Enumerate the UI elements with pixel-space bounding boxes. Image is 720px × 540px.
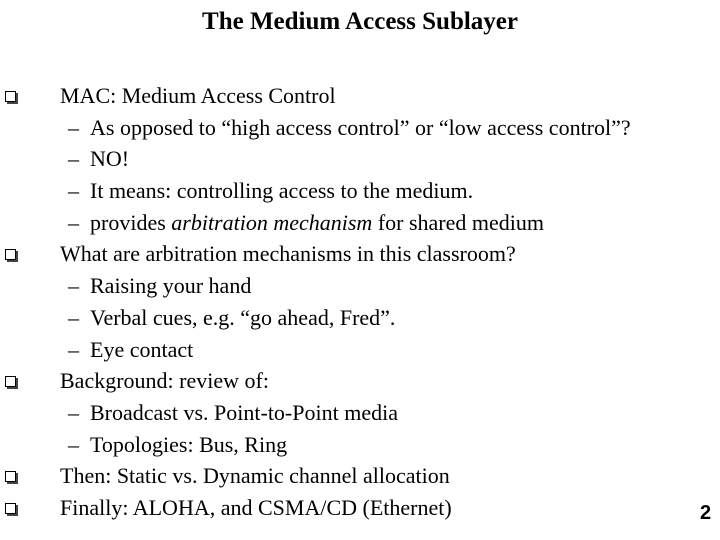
slide-title: The Medium Access Sublayer: [202, 8, 518, 35]
square-bullet-icon: [5, 471, 16, 482]
square-bullet-icon: [5, 503, 16, 514]
sub-bullet-text: Eye contact: [90, 336, 194, 362]
bullet-item: [0, 80, 720, 112]
bullet-list: [0, 80, 720, 524]
bullet-text: Finally: ALOHA, and CSMA/CD (Ethernet): [60, 494, 452, 520]
bullet-item: [0, 492, 720, 524]
dash-bullet-icon: –: [68, 209, 79, 235]
bullet-text: Background: review of:: [60, 368, 269, 394]
sub-bullet-item: [0, 270, 720, 302]
sub-bullet-item: [0, 397, 720, 429]
sub-bullet-item: [0, 334, 720, 366]
dash-bullet-icon: –: [68, 146, 79, 172]
sub-bullet-text: Raising your hand: [90, 273, 252, 299]
bullet-item: [0, 460, 720, 492]
sub-bullet-item: [0, 112, 720, 144]
sub-bullet-text: [90, 207, 544, 239]
text-plain: for shared medium: [372, 209, 544, 235]
bullet-text: Then: Static vs. Dynamic channel allocation: [60, 463, 450, 489]
sub-bullet-item: [0, 207, 720, 239]
bullet-item: [0, 238, 720, 270]
dash-bullet-icon: –: [68, 304, 79, 330]
square-bullet-icon: [5, 376, 16, 387]
sub-bullet-text: As opposed to “high access control” or “low access control”?: [90, 114, 631, 140]
dash-bullet-icon: –: [68, 114, 79, 140]
sub-bullet-text: It means: controlling access to the medium.: [90, 178, 474, 204]
sub-bullet-text: Topologies: Bus, Ring: [90, 431, 288, 457]
dash-bullet-icon: –: [68, 178, 79, 204]
dash-bullet-icon: –: [68, 431, 79, 457]
text-plain: provides: [90, 209, 172, 235]
emphasized-term: arbitration mechanism: [171, 209, 373, 235]
sub-bullet-item: [0, 175, 720, 207]
bullet-item: [0, 365, 720, 397]
dash-bullet-icon: –: [68, 399, 79, 425]
dash-bullet-icon: –: [68, 273, 79, 299]
sub-bullet-text: Verbal cues, e.g. “go ahead, Fred”.: [90, 304, 396, 330]
sub-bullet-item: [0, 143, 720, 175]
sub-bullet-text: NO!: [90, 146, 130, 172]
bullet-text: What are arbitration mechanisms in this classroom?: [60, 241, 516, 267]
sub-bullet-item: [0, 429, 720, 461]
square-bullet-icon: [5, 91, 16, 102]
sub-bullet-text: Broadcast vs. Point-to-Point media: [90, 399, 398, 425]
page-number: 2: [700, 502, 712, 524]
square-bullet-icon: [5, 249, 16, 260]
dash-bullet-icon: –: [68, 336, 79, 362]
sub-bullet-item: [0, 302, 720, 334]
bullet-text: MAC: Medium Access Control: [60, 83, 336, 108]
